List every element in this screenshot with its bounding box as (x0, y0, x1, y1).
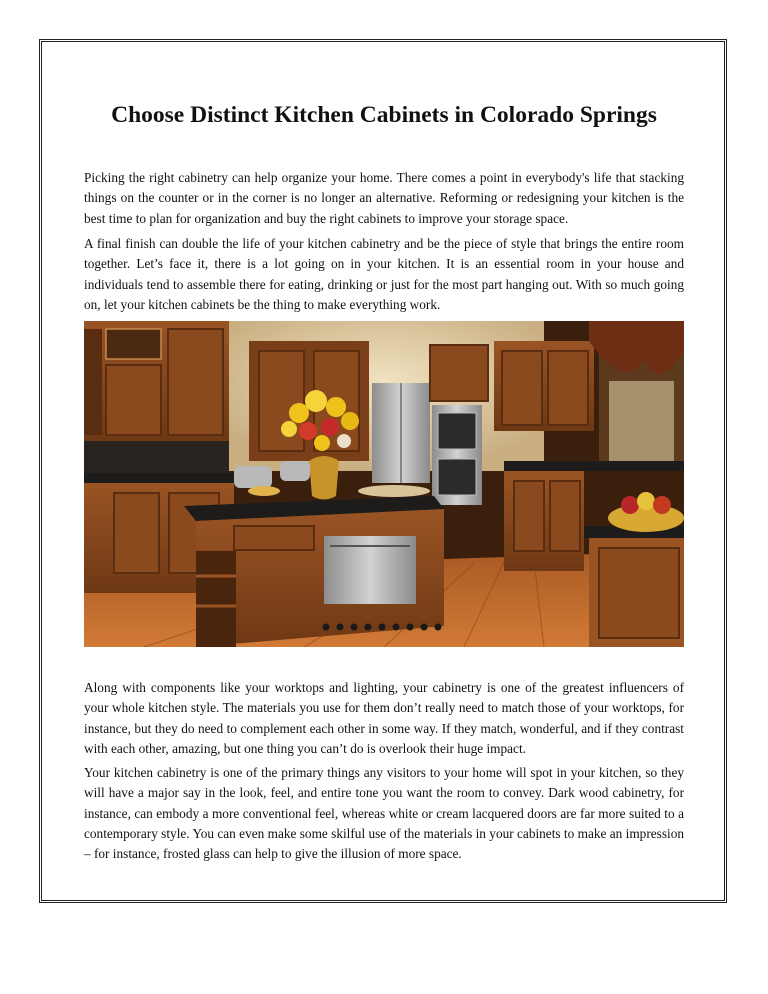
paragraph-visitors: Your kitchen cabinetry is one of the primary things any visitors to your home will spot in your kitchen, so they will have a major say in the look, feel, and entire tone you want the room to convey. Dark wood cabinetry, for instance, can embody a more conventional feel, whereas white or cream lacquered doors are far more suited to a contemporary style. You can even make some skilful use of the materials in your cabinets to make an impression – for instance, frosted glass can help to give the illusion of more space. (84, 765, 684, 862)
kitchen-photo (84, 321, 684, 647)
paragraph-final-finish: A final finish can double the life of your kitchen cabinetry and be the piece of style that brings the entire room together. Let’s face it, there is a lot going on in your kitchen. It is an essential room in your house and individuals tend to assemble there for eating, drinking or just for the most part hanging out. With so much going on, let your kitchen cabinets be the thing to make everything work. (84, 236, 684, 312)
page-title: Choose Distinct Kitchen Cabinets in Colorado Springs (111, 102, 657, 128)
paragraph-style-influencers: Along with components like your worktops and lighting, your cabinetry is one of the greatest influencers of your whole kitchen style. The materials you use for them don’t really need to match those of your worktops, for instance, but they do need to complement each other in some way. If they match, wonderful, and if they contrast with each other, amazing, but one thing you can’t do is overlook their huge impact. (84, 680, 684, 756)
paragraph-intro: Picking the right cabinetry can help organize your home. There comes a point in everybody's life that stacking things on the counter or in the corner is no longer an alternative. Reforming or redesigning your kitchen is the best time to plan for organization and buy the right cabinets to improve your storage space. (84, 170, 684, 226)
